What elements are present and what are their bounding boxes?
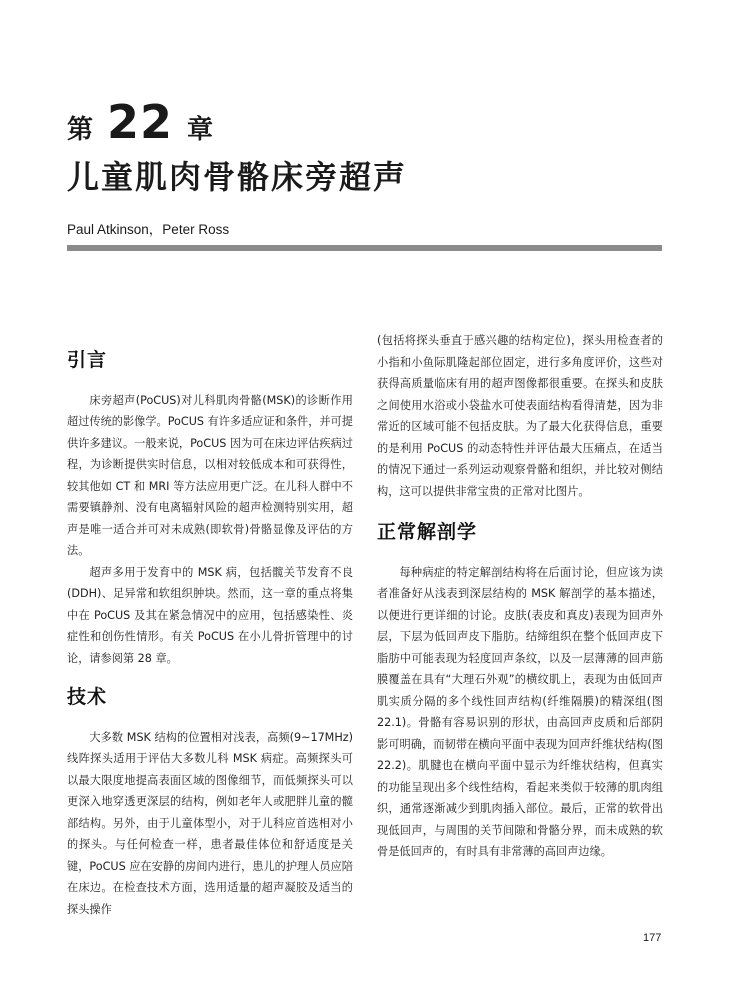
title-divider <box>67 245 662 251</box>
intro-paragraph-1: 床旁超声(PoCUS)对儿科肌肉骨骼(MSK)的诊断作用超过传统的影像学。PoCUS 有许多适应证和条件，并可提供许多建议。一般来说，PoCUS 因为可在床边评估疾病过程，为诊断提供实时信息，以相对较低成本和可获得性，较其他如 CT 和 MRI 等方法应用更广泛。在儿科人群中不需要镇静剂、没有电离辐射风险的超声检测特别实用，超声是唯一适合并可对未成熟(即软骨)骨骼显像及评估的方法。 <box>67 393 353 557</box>
chapter-title: 儿童肌肉骨骼床旁超声 <box>67 158 408 196</box>
intro-paragraph-2: 超声多用于发育中的 MSK 病，包括髋关节发育不良(DDH)、足异常和软组织肿块。然而，这一章的重点将集中在 PoCUS 及其在紧急情况中的应用，包括感染性、炎症性和创伤性情形。有关 PoCUS 在小儿骨折管理中的讨论，请参阅第 28 章。 <box>67 565 353 665</box>
left-column <box>67 330 353 920</box>
section-heading-technique: 技术 <box>67 686 108 708</box>
technique-paragraph-continuation: (包括将探头垂直于感兴趣的结构定位)，探头用检查者的小指和小鱼际肌隆起部位固定，进行多角度评价，这些对获得高质量临床有用的超声图像都很重要。在探头和皮肤之间使用水浴或小袋盐水可使表面结构看得清楚，因为非常近的区域可能不包括皮肤。为了最大化获得信息，重要的是利用 PoCUS 的动态特性并评估最大压痛点，在适当的情况下通过一系列运动观察骨骼和组织，并比较对侧结构，这可以提供非常宝贵的正常对比图片。 <box>377 334 663 498</box>
section-heading-intro: 引言 <box>67 349 108 371</box>
page-number: 177 <box>643 932 662 944</box>
anatomy-paragraph-1: 每种病症的特定解剖结构将在后面讨论，但应该为读者准备好从浅表到深层结构的 MSK 解剖学的基本描述，以便进行更详细的讨论。皮肤(表皮和真皮)表现为回声外层，下层为低回声皮下脂肪。结缔组织在整个低回声皮下脂肪中可能表现为轻度回声条纹，以及一层薄薄的回声筋膜覆盖在具有“大理石外观”的横纹肌上，表现为由低回声肌实质分隔的多个线性回声结构(纤维隔膜)的精深组(图 22.1)。骨骼有容易识别的形状，由高回声皮质和后部阴影可明确，而韧带在横向平面中表现为回声纤维状结构(图 22.2)。肌腱也在横向平面中显示为纤维状结构，但真实的功能呈现出多个线性结构，看起来类似于较薄的肌肉组织，通常逐渐减少到肌肉插入部位。最后，正常的软骨出现低回声，与周围的关节间隙和骨骼分界，而未成熟的软骨是低回声的，有时具有非常薄的高回声边缘。 <box>377 565 663 858</box>
section-heading-anatomy: 正常解剖学 <box>377 521 478 543</box>
right-column <box>377 330 663 863</box>
chapter-label <box>67 95 213 149</box>
technique-paragraph-1: 大多数 MSK 结构的位置相对浅表，高频(9~17MHz)线阵探头适用于评估大多数儿科 MSK 病症。高频探头可以最大限度地提高表面区域的图像细节，而低频探头可以更深入地穿透更深层的结构，例如老年人或肥胖儿童的髋部结构。另外，由于儿童体型小，对于儿科应首选相对小的探头。与任何检查一样，患者最佳体位和舒适度是关键，PoCUS 应在安静的房间内进行，患儿的护理人员应陪在床边。在检查技术方面，选用适量的超声凝胶及适当的探头操作 <box>67 730 353 916</box>
authors: Paul Atkinson，Peter Ross <box>67 222 230 237</box>
chapter-prefix: 第 <box>67 115 94 145</box>
chapter-suffix: 章 <box>187 115 214 145</box>
chapter-number: 22 <box>107 95 174 149</box>
